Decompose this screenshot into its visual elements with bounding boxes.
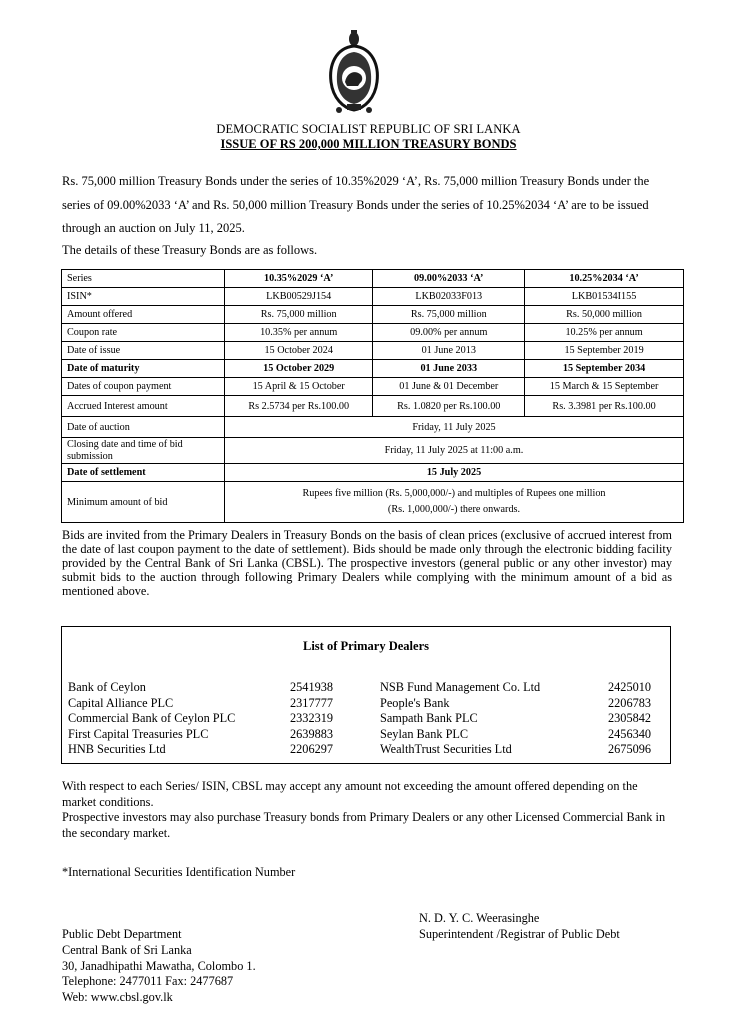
issue-cell-2: 01 June 2013 — [373, 342, 525, 360]
closing-paragraphs — [62, 779, 672, 841]
row-label-minimum: Minimum amount of bid — [62, 482, 225, 523]
auction-date-cell: Friday, 11 July 2025 — [225, 417, 684, 438]
row-label-maturity: Date of maturity — [62, 360, 225, 378]
dealer-phone: 2541938 — [290, 680, 334, 694]
row-label-accrued: Accrued Interest amount — [62, 396, 225, 417]
dealer-phone: 2639883 — [290, 726, 334, 741]
accrued-cell-1: Rs 2.5734 per Rs.100.00 — [225, 396, 373, 417]
dealer-phone: 2317777 — [290, 695, 334, 710]
acceptance-note: With respect to each Series/ ISIN, CBSL may accept any amount not exceeding the amount offered depending on the market conditions. — [62, 779, 638, 809]
table-row — [62, 396, 684, 417]
address-street: 30, Janadhipathi Mawatha, Colombo 1. — [62, 958, 256, 973]
dealer-phone: 2206783 — [608, 695, 652, 710]
coupon-payment-cell-1: 15 April & 15 October — [225, 378, 373, 396]
table-row — [62, 288, 684, 306]
row-label-coupon: Coupon rate — [62, 324, 225, 342]
table-row — [62, 378, 684, 396]
dealers-right-phones — [608, 680, 651, 758]
dealers-left-names — [68, 680, 235, 758]
dealers-left-phones — [290, 680, 333, 758]
intro-paragraph: Rs. 75,000 million Treasury Bonds under the series of 10.35%2029 ‘A’, Rs. 75,000 million Treasury Bonds under the series of 09.00%2033 ‘A’ and Rs. 50,000 million Treasury Bonds under the series of 10.25%2034 ‘A’ are to be issued through an auction on July 11, 2025. — [62, 174, 650, 235]
series-cell-3: 10.25%2034 ‘A’ — [525, 270, 684, 288]
address-dept: Public Debt Department — [62, 927, 182, 941]
address-web: Web: www.cbsl.gov.lk — [62, 990, 173, 1005]
bids-paragraph: Bids are invited from the Primary Dealers in Treasury Bonds on the basis of clean prices (exclusive of accrued interest from the date of last coupon payment to the date of settlement). Bids should be made only through the electronic bidding facility provided by the Central Bank of Sri Lanka (CBSL). The prospective investors (general public or any other investor) may submit bids to the auction through following Primary Dealers while complying with the minimum amount of a bid as mentioned above. — [62, 528, 672, 598]
closing-date-cell: Friday, 11 July 2025 at 11:00 a.m. — [225, 438, 684, 464]
row-label-closing: Closing date and time of bid submission — [62, 438, 225, 464]
row-label-settlement: Date of settlement — [62, 464, 225, 482]
dealer-phone: 2456340 — [608, 726, 652, 741]
row-label-auction: Date of auction — [62, 417, 225, 438]
primary-dealers-box — [61, 626, 671, 764]
details-intro: The details of these Treasury Bonds are as follows. — [62, 243, 318, 257]
dealer-name: NSB Fund Management Co. Ltd — [380, 680, 541, 694]
accrued-cell-3: Rs. 3.3981 per Rs.100.00 — [525, 396, 684, 417]
dealer-name: People's Bank — [380, 695, 450, 710]
maturity-cell-2: 01 June 2033 — [373, 360, 525, 378]
country-heading: DEMOCRATIC SOCIALIST REPUBLIC OF SRI LANKA — [216, 122, 521, 136]
minimum-bid-line-2: (Rs. 1,000,000/-) there onwards. — [387, 504, 521, 515]
table-row — [62, 438, 684, 464]
amount-cell-1: Rs. 75,000 million — [225, 306, 373, 324]
row-label-isin: ISIN* — [62, 288, 225, 306]
table-row — [62, 360, 684, 378]
coupon-cell-1: 10.35% per annum — [225, 324, 373, 342]
dealer-name: Sampath Bank PLC — [380, 711, 478, 725]
address-block — [62, 927, 256, 1006]
row-label-amount: Amount offered — [62, 306, 225, 324]
dealer-phone: 2675096 — [608, 742, 652, 756]
dealer-name: Seylan Bank PLC — [380, 726, 469, 741]
dealer-phone: 2332319 — [290, 711, 334, 725]
row-label-issue: Date of issue — [62, 342, 225, 360]
issue-cell-3: 15 September 2019 — [525, 342, 684, 360]
dealer-name: Capital Alliance PLC — [68, 695, 174, 710]
table-row — [62, 324, 684, 342]
minimum-bid-cell — [225, 482, 684, 523]
row-label-series: Series — [62, 270, 225, 288]
minimum-bid-line-1: Rupees five million (Rs. 5,000,000/-) and multiples of Rupees one million — [302, 488, 606, 499]
signature-block — [419, 911, 620, 942]
isin-cell-3: LKB01534I155 — [525, 288, 684, 306]
table-row — [62, 417, 684, 438]
maturity-cell-1: 15 October 2029 — [225, 360, 373, 378]
coupon-cell-3: 10.25% per annum — [525, 324, 684, 342]
settlement-date-cell: 15 July 2025 — [225, 464, 684, 482]
dealer-phone: 2206297 — [290, 742, 334, 756]
dealer-name: HNB Securities Ltd — [68, 742, 166, 756]
accrued-cell-2: Rs. 1.0820 per Rs.100.00 — [373, 396, 525, 417]
dealer-phone: 2425010 — [608, 680, 652, 694]
dealer-name: Commercial Bank of Ceylon PLC — [68, 711, 236, 725]
amount-cell-2: Rs. 75,000 million — [373, 306, 525, 324]
isin-cell-1: LKB00529J154 — [225, 288, 373, 306]
dealer-name: WealthTrust Securities Ltd — [380, 742, 512, 756]
table-row — [62, 482, 684, 523]
issue-cell-1: 15 October 2024 — [225, 342, 373, 360]
signatory-name: N. D. Y. C. Weerasinghe — [419, 911, 540, 925]
dealer-name: Bank of Ceylon — [68, 680, 146, 694]
maturity-cell-3: 15 September 2034 — [525, 360, 684, 378]
table-row — [62, 342, 684, 360]
dealers-right-names — [380, 680, 540, 758]
series-cell-2: 09.00%2033 ‘A’ — [373, 270, 525, 288]
table-row — [62, 464, 684, 482]
address-bank: Central Bank of Sri Lanka — [62, 942, 192, 957]
amount-cell-3: Rs. 50,000 million — [525, 306, 684, 324]
dealer-name: First Capital Treasuries PLC — [68, 726, 209, 741]
table-row — [62, 270, 684, 288]
series-cell-1: 10.35%2029 ‘A’ — [225, 270, 373, 288]
dealer-phone: 2305842 — [608, 711, 652, 725]
signatory-title: Superintendent /Registrar of Public Debt — [419, 926, 620, 941]
coupon-payment-cell-3: 15 March & 15 September — [525, 378, 684, 396]
address-phone: Telephone: 2477011 Fax: 2477687 — [62, 974, 234, 989]
coupon-cell-2: 09.00% per annum — [373, 324, 525, 342]
page-title: ISSUE OF RS 200,000 MILLION TREASURY BONDS — [220, 137, 517, 151]
dealers-title: List of Primary Dealers — [302, 639, 429, 653]
row-label-coupon-payment: Dates of coupon payment — [62, 378, 225, 396]
bond-details-table — [61, 269, 684, 523]
sri-lanka-emblem-icon — [327, 26, 381, 116]
table-row — [62, 306, 684, 324]
isin-cell-2: LKB02033F013 — [373, 288, 525, 306]
isin-footnote: *International Securities Identification Number — [62, 865, 296, 879]
secondary-market-note: Prospective investors may also purchase Treasury bonds from Primary Dealers or any other Licensed Commercial Bank in the secondary market. — [62, 810, 666, 840]
coupon-payment-cell-2: 01 June & 01 December — [373, 378, 525, 396]
